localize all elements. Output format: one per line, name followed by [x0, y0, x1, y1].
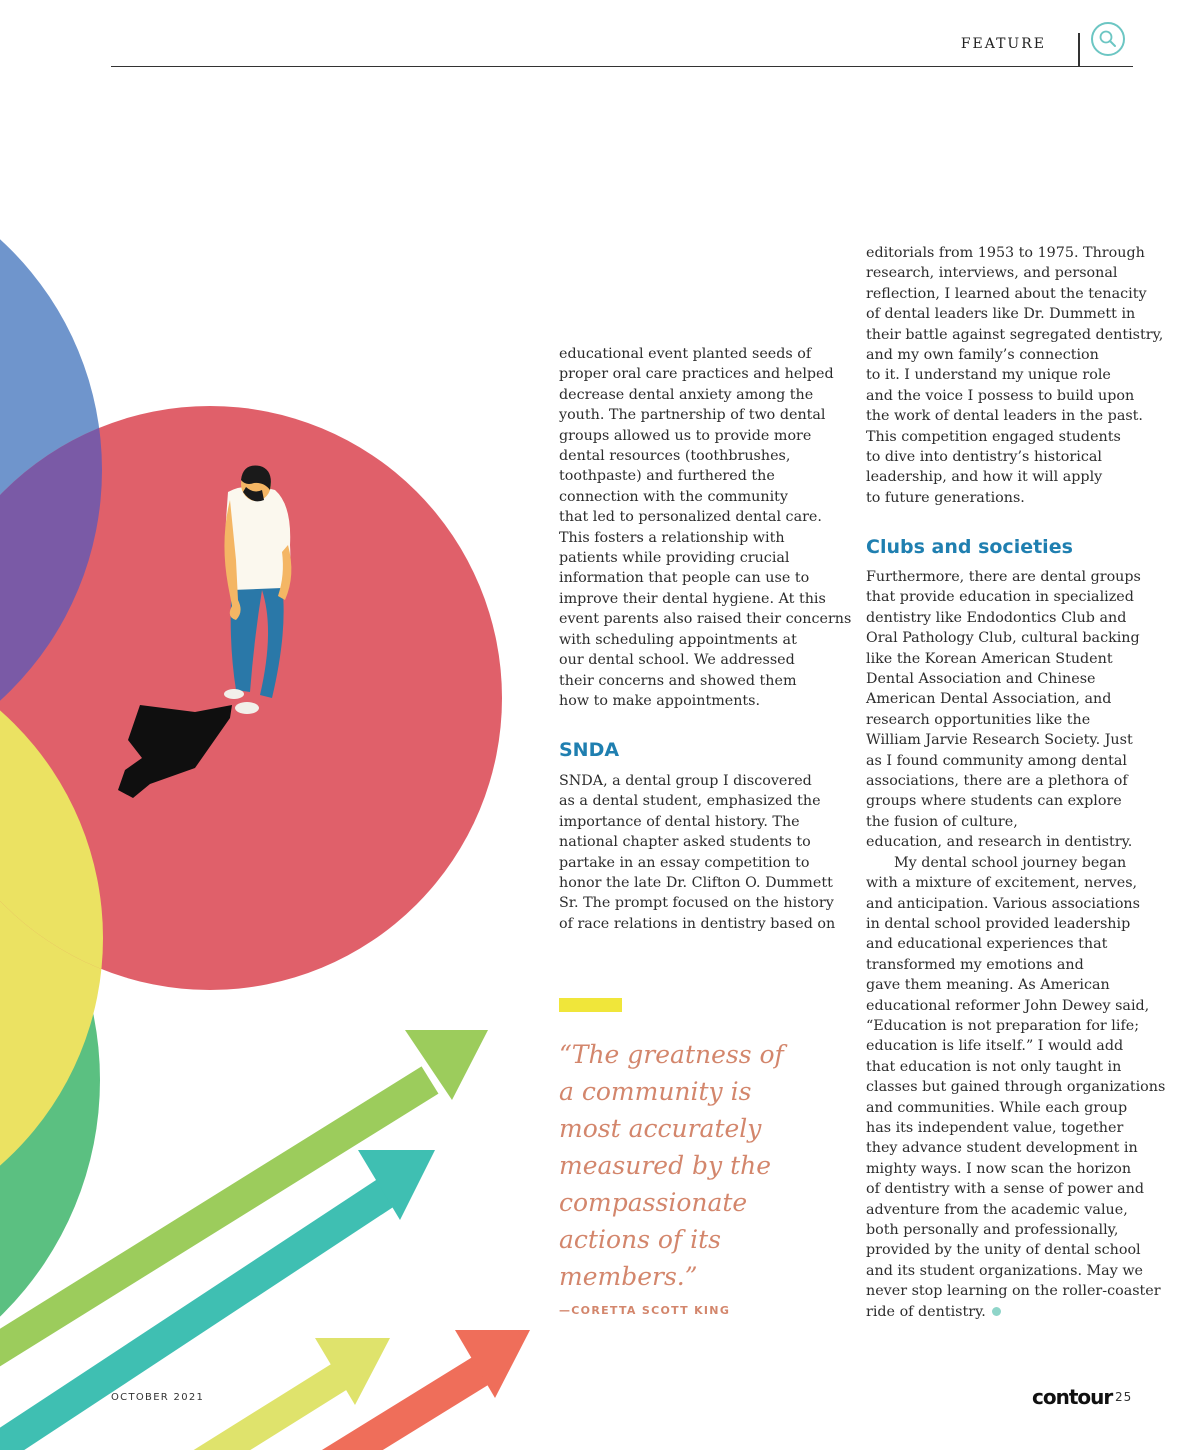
page-number: 25 — [1115, 1390, 1133, 1404]
snda-column — [559, 771, 836, 934]
clubs-column — [866, 567, 1166, 1322]
pull-quote: “The greatness of a community is most accurately measured by the compassionate actions of its members.” — [559, 1040, 784, 1291]
journey-paragraph: My dental school journey began with a mixture of excitement, nerves, and anticipation. Various associations in dental school provided leadership and educational experiences that transformed my emotions and gave them meaning. As American educational reformer John Dewey said, “Education is not preparation for life; education is life itself.” I would add that education is not only taught in classes but gained through organizations and communities. While each group has its independent value, together they advance student development in mighty ways. I now scan the horizon of dentistry with a sense of power and adventure from the academic value, both personally and professionally, provided by the unity of dental school and its student organizations. May we never stop learning on the roller-coaster ride of dentistry. — [866, 854, 1166, 1320]
end-mark-icon — [992, 1307, 1001, 1316]
venn-circles — [0, 158, 502, 1410]
header-rule — [111, 66, 1133, 67]
search-button[interactable] — [1091, 22, 1125, 56]
closing-line: ride of dentistry. — [866, 1303, 986, 1320]
snda-paragraph: SNDA, a dental group I discovered as a dental student, emphasized the importance of dental history. The national chapter asked students to partake in an essay competition to honor the late Dr. Clifton O. Dummett Sr. The prompt focused on the history of race relations in dentistry based on — [559, 773, 836, 932]
essay-paragraph: editorials from 1953 to 1975. Through research, interviews, and personal reflection, I learned about the tenacity of dental leaders like Dr. Dummett in their battle against segregated dentistry, and my own family’s connection to it. I understand my unique role and the voice I possess to build upon the work of dental leaders in the past. This competition engaged students to dive into dentistry’s historical leadership, and how it will apply to future generations. — [866, 245, 1164, 506]
section-label: FEATURE — [960, 36, 1046, 52]
magazine-logo: contour — [1032, 1385, 1113, 1409]
issue-date: OCTOBER 2021 — [111, 1392, 205, 1403]
search-icon — [1098, 29, 1118, 49]
header-divider — [1078, 33, 1080, 67]
intro-paragraph: educational event planted seeds of proper oral care practices and helped decrease dental anxiety among the youth. The partnership of two dental groups allowed us to provide more dental resources (toothbrushes, toothpaste) and furthered the connection with the community that led to personalized dental care. This fosters a relationship with patients while providing crucial information that people can use to improve their dental hygiene. At this event parents also raised their concerns with scheduling appointments at our dental school. We addressed their concerns and showed them how to make appointments. — [559, 346, 852, 709]
quote-accent-bar — [559, 998, 622, 1012]
middle-column-intro — [559, 344, 852, 711]
quote-attribution: —CORETTA SCOTT KING — [559, 1304, 731, 1317]
clubs-paragraph: Furthermore, there are dental groups that provide education in specialized dentistry like Endodontics Club and Oral Pathology Club, cultural backing like the Korean American Student Dental Association and Chinese American Dental Association, and research opportunities like the William Jarvie Research Society. Just as I found community among dental associations, there are a plethora of groups where students can explore the fusion of culture, education, and research in dentistry. — [866, 569, 1141, 851]
yellow-arrow-shaft — [190, 1370, 350, 1450]
snda-heading: SNDA — [559, 739, 620, 761]
right-column-top — [866, 243, 1164, 508]
clubs-heading: Clubs and societies — [866, 536, 1073, 558]
